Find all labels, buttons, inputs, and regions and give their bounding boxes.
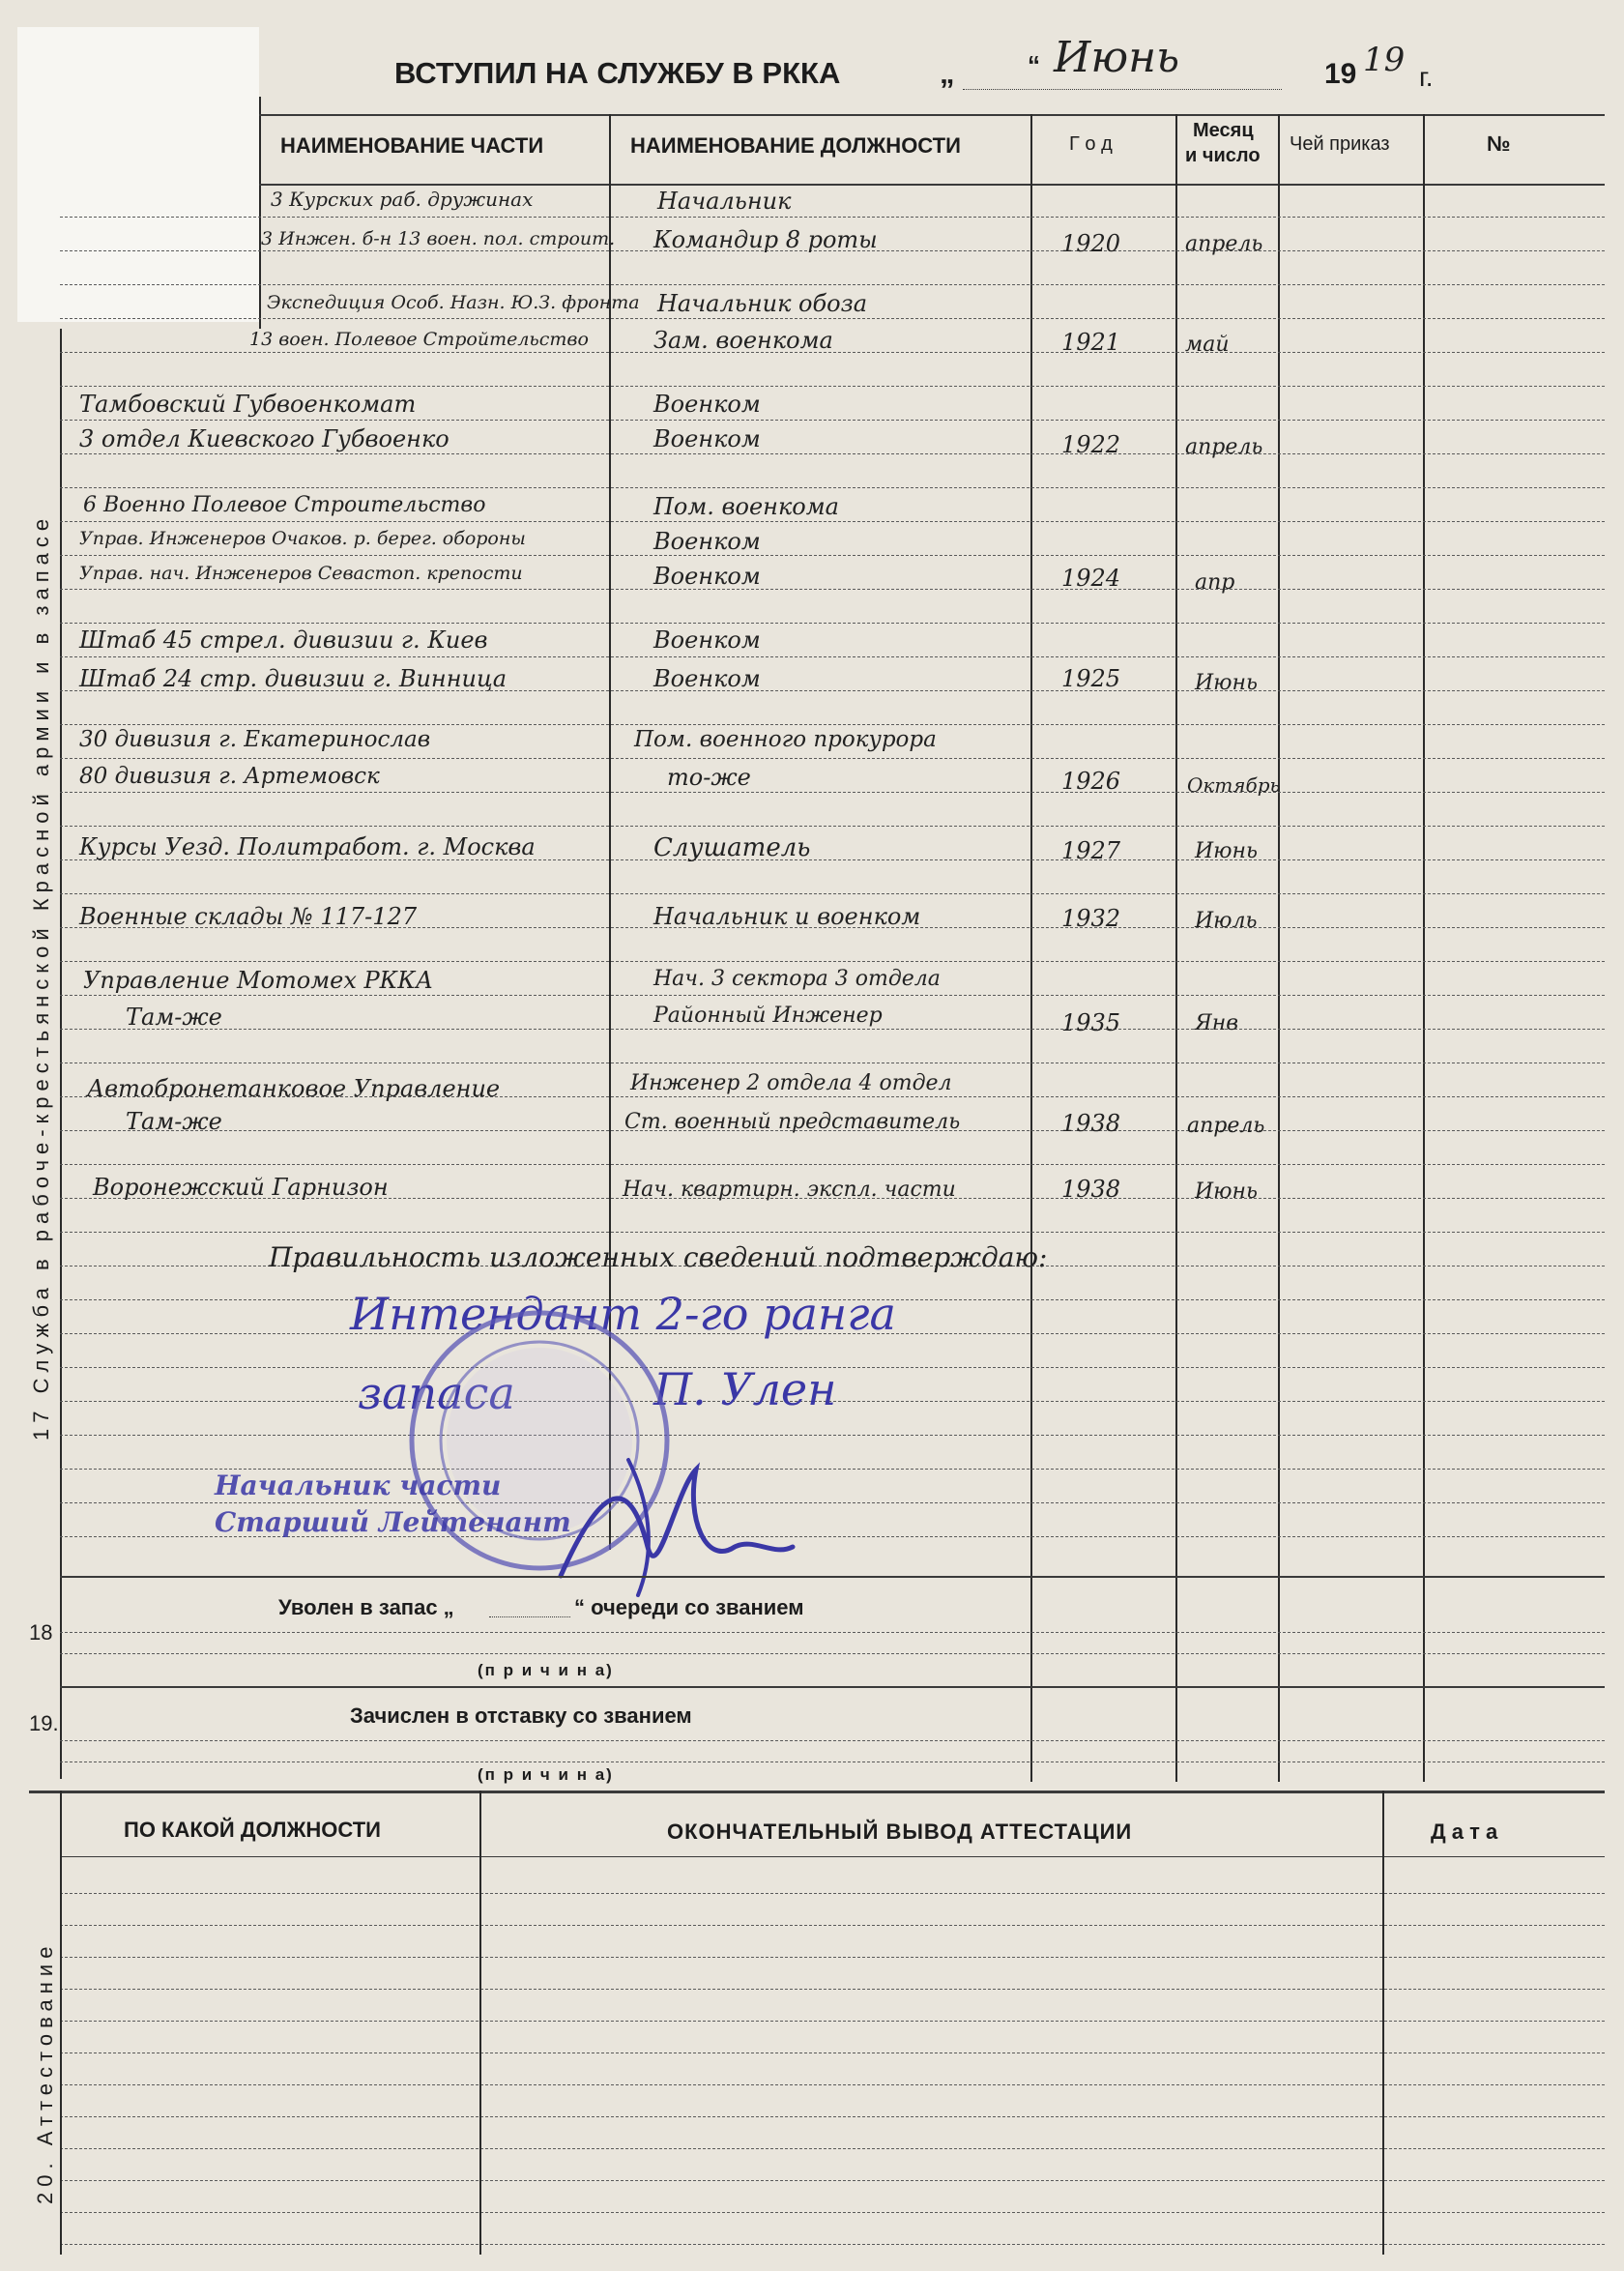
row19-number: 19. <box>29 1711 59 1735</box>
ruled-line <box>60 487 1605 488</box>
row18-middle: “ очереди со званием <box>574 1595 804 1619</box>
section-17-label: 17 Служба в рабоче-крестьянской Красной армии и в запасе <box>29 512 53 1441</box>
row-unit: Курсы Уезд. Политработ. г. Москва <box>79 833 536 860</box>
col-order-header: Чей приказ <box>1290 133 1390 155</box>
ruled-line <box>60 2021 1605 2022</box>
ruled-line <box>60 758 1605 759</box>
ruled-line <box>60 284 1605 285</box>
row-month: Октябрь <box>1187 773 1281 797</box>
row-month: Июль <box>1195 909 1258 933</box>
row-unit: Управ. Инженеров Очаков. р. берег. обороны <box>79 528 526 549</box>
stamp-line-2: Старший Лейтенант <box>215 1506 571 1538</box>
header-title: ВСТУПИЛ НА СЛУЖБУ В РККА <box>394 56 841 90</box>
ruled-line <box>60 1029 1605 1030</box>
row19-cause: (п р и ч и н а) <box>478 1765 614 1784</box>
row-unit: Управление Мотомех РККА <box>83 967 433 994</box>
ruled-line <box>60 1232 1605 1233</box>
row-year: 1938 <box>1061 1176 1121 1203</box>
row-position: то-же <box>667 764 751 791</box>
section-20-label: 20. Аттестование <box>33 1940 57 2204</box>
row-position: Военком <box>653 563 761 590</box>
row-year: 1932 <box>1061 905 1121 932</box>
row18-prefix: Уволен в запас „ <box>278 1595 454 1619</box>
row-year: 1925 <box>1061 665 1121 692</box>
row-position: Инженер 2 отдела 4 отдел <box>630 1071 952 1095</box>
row-unit: Тамбовский Губвоенкомат <box>79 391 417 418</box>
row-position: Военком <box>653 665 761 692</box>
row-year: 1924 <box>1061 565 1121 592</box>
ruled-line <box>60 724 1605 725</box>
ruled-line <box>60 453 1605 454</box>
handwritten-signature <box>541 1431 812 1605</box>
col-number-header: № <box>1487 131 1511 156</box>
ruled-line <box>60 1164 1605 1165</box>
ruled-line <box>60 792 1605 793</box>
row-year: 1922 <box>1061 431 1121 458</box>
row-year: 1927 <box>1061 837 1121 864</box>
row-unit: Там-же <box>126 1108 222 1135</box>
ruled-line <box>60 1740 1605 1741</box>
row-position: Военком <box>653 626 761 654</box>
row-year: 1926 <box>1061 768 1121 795</box>
ruled-line <box>60 623 1605 624</box>
ruled-line <box>60 521 1605 522</box>
ruled-line <box>60 961 1605 962</box>
ruled-line <box>60 2212 1605 2213</box>
row-year: 1921 <box>1061 329 1121 356</box>
row-month: апрель <box>1185 435 1263 459</box>
ruled-line <box>60 1502 1605 1503</box>
row-position: Пом. военного прокурора <box>634 727 937 752</box>
row-unit: 13 воен. Полевое Стройтельство <box>249 329 589 350</box>
ruled-line <box>60 656 1605 657</box>
row-position: Начальник <box>657 188 792 215</box>
row-month: май <box>1185 333 1230 357</box>
ruled-line <box>60 1989 1605 1990</box>
ruled-line <box>60 1856 1605 1857</box>
row-unit: 3 Курских раб. дружинах <box>271 188 534 211</box>
row-month: Июнь <box>1195 839 1259 863</box>
ruled-line <box>60 826 1605 827</box>
row-unit: 80 дивизия г. Артемовск <box>79 764 380 789</box>
row-unit: Управ. нач. Инженеров Севастоп. крепости <box>79 563 523 584</box>
row-unit: 6 Военно Полевое Строительство <box>83 493 486 517</box>
row-month: апрель <box>1185 232 1263 256</box>
attestation-col-position: ПО КАКОЙ ДОЛЖНОСТИ <box>124 1818 381 1842</box>
row-unit: Военные склады № 117-127 <box>79 903 418 930</box>
row-month: Июнь <box>1195 671 1259 695</box>
row-position: Районный Инженер <box>653 1004 883 1028</box>
row-unit: 30 дивизия г. Екатеринослав <box>79 727 431 752</box>
row18-cause: (п р и ч и н а) <box>478 1661 614 1679</box>
ruled-line <box>60 217 1605 218</box>
ruled-line <box>60 318 1605 319</box>
ruled-line <box>60 386 1605 387</box>
row-position: Нач. 3 сектора 3 отдела <box>653 967 941 991</box>
row-year: 1920 <box>1061 230 1121 257</box>
row-unit: Там-же <box>126 1004 222 1031</box>
row-position: Военком <box>653 528 761 555</box>
header-year-written: 19 <box>1363 41 1406 79</box>
ruled-line <box>60 1632 1605 1633</box>
stamp-line-1: Начальник части <box>215 1470 502 1501</box>
ruled-line <box>60 995 1605 996</box>
ruled-line <box>60 2084 1605 2085</box>
row-position: Военком <box>653 391 761 418</box>
col-year-header: Г о д <box>1069 133 1113 155</box>
row-position: Командир 8 роты <box>653 226 878 253</box>
row-position: Военком <box>653 425 761 452</box>
ruled-line <box>60 2180 1605 2181</box>
ruled-line <box>60 2116 1605 2117</box>
row-unit: Штаб 45 стрел. дивизии г. Киев <box>79 626 488 654</box>
row-position: Ст. военный представитель <box>624 1110 961 1134</box>
ruled-line <box>60 1761 1605 1762</box>
col-month-header-2: и число <box>1185 145 1261 166</box>
row-position: Начальник и военком <box>653 903 921 930</box>
ruled-line <box>60 1653 1605 1654</box>
signature-rank-line-2: запаса <box>358 1367 515 1419</box>
ruled-line <box>60 420 1605 421</box>
row-year: 1935 <box>1061 1009 1121 1036</box>
ruled-line <box>60 2244 1605 2245</box>
photo-area <box>17 27 259 322</box>
row-position: Зам. военкома <box>653 327 833 354</box>
header-close-quote: “ <box>1028 50 1040 79</box>
header-year-printed: 19 <box>1324 58 1357 90</box>
attestation-col-conclusion: ОКОНЧАТЕЛЬНЫЙ ВЫВОД АТТЕСТАЦИИ <box>667 1820 1133 1844</box>
attestation-col-date: Д а т а <box>1431 1820 1498 1844</box>
row-month: Янв <box>1195 1011 1239 1035</box>
row-unit: Автобронетанковое Управление <box>87 1075 501 1102</box>
row-unit: 3 отдел Киевского Губвоенко <box>79 425 450 452</box>
row19-text: Зачислен в отставку со званием <box>350 1703 692 1728</box>
row-unit: Воронежский Гарнизон <box>93 1174 389 1201</box>
row-position: Слушатель <box>653 833 811 862</box>
row-position: Пом. военкома <box>653 493 839 520</box>
header-year-suffix: г. <box>1419 62 1434 92</box>
col-position-header: НАИМЕНОВАНИЕ ДОЛЖНОСТИ <box>630 133 961 158</box>
ruled-line <box>60 893 1605 894</box>
ruled-line <box>60 589 1605 590</box>
ruled-line <box>60 1435 1605 1436</box>
row-position: Нач. квартирн. экспл. части <box>623 1178 956 1202</box>
row-month: апрель <box>1187 1114 1265 1138</box>
row-position: Начальник обоза <box>657 290 867 317</box>
row-unit: 3 Инжен. б-н 13 воен. пол. строит. <box>261 228 616 249</box>
row18-number: 18 <box>29 1620 53 1645</box>
row-unit: Штаб 24 стр. дивизии г. Винница <box>79 665 508 692</box>
ruled-line <box>60 1925 1605 1926</box>
row-unit: Экспедиция Особ. Назн. Ю.З. фронта <box>267 292 640 313</box>
signature-name: П. Улен <box>653 1363 837 1415</box>
ruled-line <box>60 1957 1605 1958</box>
ruled-line <box>60 2148 1605 2149</box>
col-unit-header: НАИМЕНОВАНИЕ ЧАСТИ <box>280 133 544 158</box>
signature-rank-line-1: Интендант 2-го ранга <box>350 1288 896 1340</box>
ruled-line <box>60 1893 1605 1894</box>
row-month: Июнь <box>1195 1179 1259 1204</box>
certification-note: Правильность изложенных сведений подтверждаю: <box>269 1241 1048 1273</box>
row-year: 1938 <box>1061 1110 1121 1137</box>
col-month-header-1: Месяц <box>1193 120 1254 141</box>
header-month: Июнь <box>1054 33 1180 82</box>
ruled-line <box>60 555 1605 556</box>
header-open-quote: „ <box>940 56 955 90</box>
row-month: апр <box>1195 570 1235 595</box>
